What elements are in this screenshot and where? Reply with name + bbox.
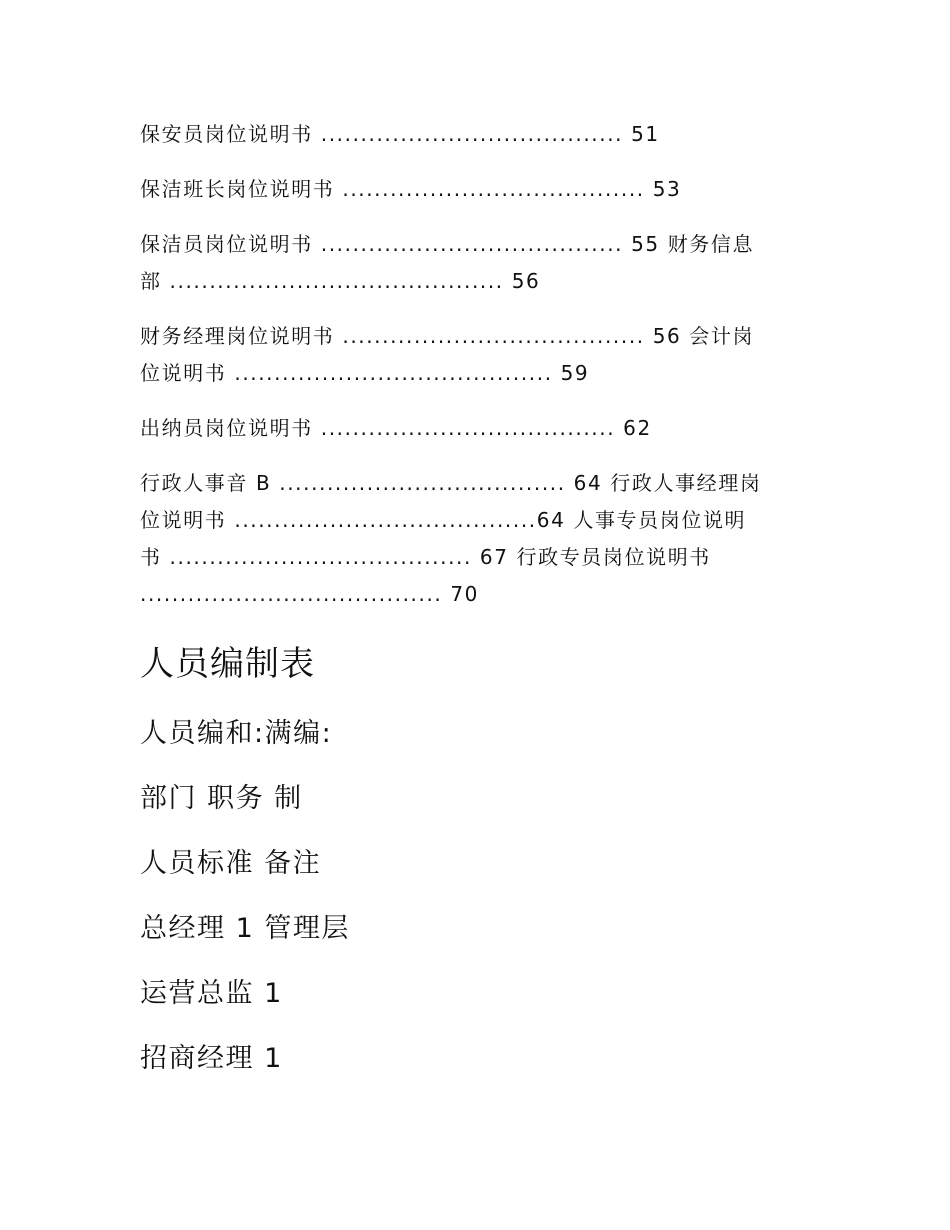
staffing-line: 运营总监 1 — [140, 978, 283, 1009]
toc-line: 财务经理岗位说明书 ...................................... 56 会计岗 — [140, 324, 755, 348]
toc-line: ...................................... 70 — [140, 582, 479, 606]
table-of-contents — [140, 116, 820, 631]
toc-line: 位说明书 ......................................64 人事专员岗位说明 — [140, 508, 747, 532]
section-title: 人员编制表 — [140, 644, 315, 684]
toc-entry[interactable] — [140, 226, 820, 300]
toc-line: 部 .......................................... 56 — [140, 269, 541, 293]
staffing-lines — [140, 712, 350, 1102]
toc-line: 书 ...................................... 67 行政专员岗位说明书 — [140, 545, 711, 569]
staffing-line: 人员编和:满编: — [140, 718, 333, 749]
toc-line: 行政人事音 B .................................... 64 行政人事经理岗 — [140, 471, 762, 495]
toc-line: 位说明书 ........................................ 59 — [140, 361, 590, 385]
toc-entry[interactable] — [140, 410, 820, 447]
staffing-line: 招商经理 1 — [140, 1043, 283, 1074]
toc-entry[interactable] — [140, 318, 820, 392]
toc-entry[interactable] — [140, 465, 820, 613]
toc-line: 保洁班长岗位说明书 ...................................... 53 — [140, 177, 682, 201]
toc-entry[interactable] — [140, 116, 820, 153]
toc-line: 保安员岗位说明书 ...................................... 51 — [140, 122, 660, 146]
staffing-line: 部门 职务 制 — [140, 783, 303, 814]
staffing-line: 人员标准 备注 — [140, 848, 322, 879]
toc-entry[interactable] — [140, 171, 820, 208]
toc-line: 保洁员岗位说明书 ...................................... 55 财务信息 — [140, 232, 755, 256]
toc-line: 出纳员岗位说明书 ..................................... 62 — [140, 416, 652, 440]
staffing-line: 总经理 1 管理层 — [140, 913, 350, 944]
